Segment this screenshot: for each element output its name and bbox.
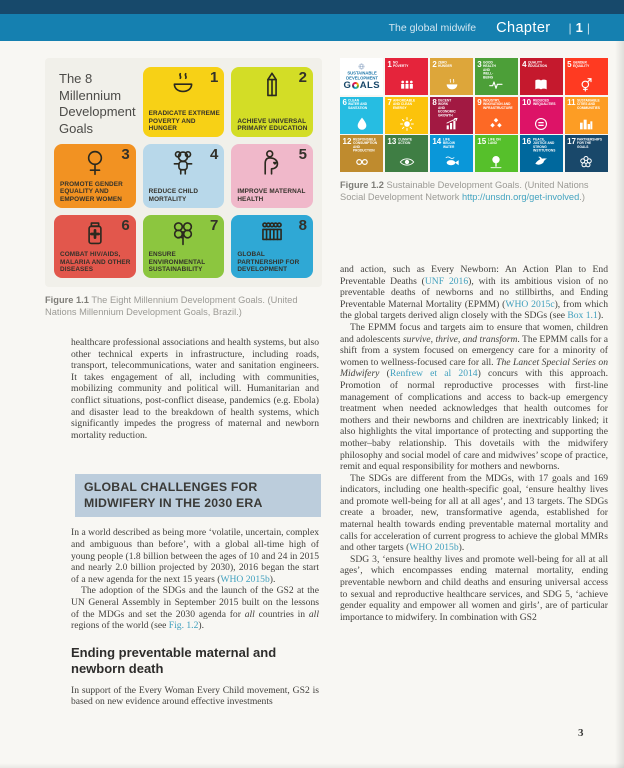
sdg-goal-number: 15 xyxy=(477,136,487,146)
mdg-goal-number: 3 xyxy=(121,146,130,163)
chapter-header-bar xyxy=(0,14,624,41)
mdg-goal-label: IMPROVE MATERNAL HEALTH xyxy=(237,188,306,203)
text-run: ). xyxy=(458,542,465,554)
italic-text: all xyxy=(244,608,255,620)
sdg-goal-number: 3 xyxy=(477,59,482,69)
mdg-goal-tile xyxy=(231,67,313,137)
mdg-goal-number: 5 xyxy=(298,146,307,163)
text-run: countries in xyxy=(254,608,309,620)
sdg-goal-label: PARTNERSHIPS FOR THE GOALS xyxy=(577,137,603,149)
mdg-goal-number: 6 xyxy=(121,216,130,234)
subsection-heading: Ending preventable maternal and newborn death xyxy=(71,644,277,676)
section-heading-box: GLOBAL CHALLENGES FOR MIDWIFERY IN THE 2030 ERA xyxy=(75,474,321,517)
top-dark-bar xyxy=(0,0,624,14)
text-run: The adoption of the SDGs and the launch of the GS2 at the UN General Assembly in September 2015 built on the lessons of the MDGs and set the 2030 agenda for xyxy=(71,585,319,620)
page-edge-shadow xyxy=(615,41,624,768)
text-run: . The EPMM calls for a shift from a system focused on emergency care for a minority of women to wellness-focused care for all. xyxy=(340,333,608,368)
caption-text: .) xyxy=(579,192,585,202)
sdg-goal-number: 11 xyxy=(567,98,576,107)
sdg-goal-number: 12 xyxy=(342,136,352,146)
sdg-logo-tile xyxy=(340,58,383,95)
sdg-goal-tile xyxy=(385,97,428,134)
sdg-goal-number: 14 xyxy=(432,136,442,146)
sdg-goal-label: CLIMATE ACTION xyxy=(397,137,412,145)
mdg-goal-label: COMBAT HIV/AIDS, MALARIA AND OTHER DISEASES xyxy=(60,251,131,274)
text-run: ). xyxy=(269,573,276,585)
paragraph xyxy=(340,264,608,322)
paragraph xyxy=(340,473,608,554)
paragraph xyxy=(71,685,319,708)
text-run: ). xyxy=(198,620,204,632)
sdg-goal-label: QUALITY EDUCATION xyxy=(528,60,547,68)
mdg-goal-tile xyxy=(143,67,225,137)
text-run: SDG 3, ‘ensure healthy lives and promote well-being for all at all ages’, which encompasses ending maternal mortality, ending preventable newborn and child deaths and ensuring universal access to sexual and reproductive healthcare services, and SDG 5, ‘achieve gender equality and empower all women and girls’, are of particular importance to midwifery. In combination with GS2 xyxy=(340,553,608,623)
text-run: The SDGs are different from the MDGs, with 17 goals and 169 indicators, including one health-specific goal, ‘ensure healthy lives and promote well-being for all at all ages’, and 13 targets. The SDGs create a broader, new, transformative agenda, established for maternal health towards ending preventable maternal mortality and calls for acceleration of current progress to achieve the global MMRs and other targets ( xyxy=(340,472,608,554)
left-column xyxy=(45,58,322,708)
sdg-goal-number: 13 xyxy=(387,136,397,146)
sdg-goal-tile xyxy=(475,58,518,95)
sdg-goal-tile xyxy=(520,97,563,134)
sdg-logo-text: SUSTAINABLE DEVELOPMENT xyxy=(345,70,378,81)
mdg-goal-number: 7 xyxy=(209,216,219,234)
text-run: In a world described as being more ‘volatile, uncertain, complex and ambiguous than before’, with a global all-time high of young people (1.8 billion between the ages of 10 and 24 in 2015 and nearly 2.0 billion projected by 2030), 2016 began the start of a new agenda for the next 15 years ( xyxy=(71,527,319,585)
paragraph xyxy=(340,322,608,473)
rainbow-o-icon xyxy=(352,82,360,90)
sdg-goal-tile xyxy=(475,135,518,172)
mdg-goal-label: GLOBAL PARTNERSHIP FOR DEVELOPMENT xyxy=(237,251,300,274)
text-run: healthcare professional associations and health systems, but also other technical experts in infrastructure, including roads, transport, telecommunications, water and sanitation engineers. It takes engagement of all, including with communities, mobilizing community and political will. Humanitarian and conflict situations, post-conflict disease, pandemics (e.g. Ebola) and disaster lead to the breakdown of health systems, which significantly impedes the progress of maternal and newborn mortality reduction. xyxy=(71,337,319,441)
caption-text: Sustainable Development Goals. (United Nations Social Development Network xyxy=(340,180,589,202)
sdg-goal-label: DECENT WORK AND ECONOMIC GROWTH xyxy=(438,99,456,118)
page-bottom-shadow xyxy=(0,763,624,768)
sdg-goal-number: 1 xyxy=(387,59,392,69)
sdg-goal-tile xyxy=(340,135,383,172)
sdg-goal-number: 16 xyxy=(522,136,532,146)
sdg-goal-tile xyxy=(340,97,383,134)
reference-link[interactable]: WHO 2015c xyxy=(505,298,555,310)
sdg-goal-tile xyxy=(565,97,608,134)
mdg-goal-number: 8 xyxy=(298,216,307,234)
reference-link[interactable]: UNF 2016 xyxy=(424,275,469,287)
sdg-goal-tile xyxy=(430,135,473,172)
sdg-goal-tile xyxy=(385,135,428,172)
reference-link[interactable]: WHO 2015b xyxy=(220,573,270,585)
sdg-goal-label: CLEAN WATER AND SANITATION xyxy=(348,99,368,111)
italic-text: survive, thrive, and transform xyxy=(402,333,518,345)
sdg-goal-head xyxy=(565,58,608,75)
sdg-goal-tile xyxy=(520,58,563,95)
sdg-goal-label: SUSTAINABLE CITIES AND COMMUNITIES xyxy=(577,99,600,111)
sdg-goal-number: 4 xyxy=(522,59,527,69)
chapter-label: Chapter xyxy=(496,19,551,36)
mdg-panel-title: The 8 Millennium Development Goals xyxy=(59,71,136,136)
caption-url-link[interactable]: http://unsdn.org/get-involved xyxy=(461,192,580,202)
sdg-goal-tile xyxy=(430,58,473,95)
reference-link[interactable]: Box 1.1 xyxy=(567,310,598,322)
sdg-goal-label: LIFE ON LAND xyxy=(487,137,501,145)
text-run: ), from which the global targets derived align closely with the SDGs (see xyxy=(340,298,608,322)
sdg-goal-label: ZERO HUNGER xyxy=(438,60,453,68)
sdg-goal-number: 7 xyxy=(387,98,392,107)
mdg-goal-label: REDUCE CHILD MORTALITY xyxy=(148,188,199,203)
caption-text: The Eight Millennium Development Goals. (United Nations Millennium Development Goals, Brazil.) xyxy=(45,295,298,317)
paragraph xyxy=(71,527,319,585)
sdg-goal-tile xyxy=(565,135,608,172)
figure-label: Figure 1.2 xyxy=(340,180,384,190)
sdg-goal-head xyxy=(385,58,428,75)
sdg-goal-head xyxy=(385,135,428,152)
italic-text: all xyxy=(308,608,319,620)
sdg-goal-number: 17 xyxy=(567,136,576,146)
figure-1-1-caption xyxy=(45,294,322,318)
mdg-goal-label: PROMOTE GENDER EQUALITY AND EMPOWER WOMEN xyxy=(60,180,123,203)
sdg-goal-label: GENDER EQUALITY xyxy=(573,60,590,68)
sdg-goal-label: GOOD HEALTH AND WELL-BEING xyxy=(483,60,497,79)
figure-1-2-sdg-grid xyxy=(340,58,608,172)
sdg-goal-number: 6 xyxy=(342,98,347,107)
sdg-goal-head xyxy=(520,58,563,75)
sdg-goal-label: LIFE BELOW WATER xyxy=(442,137,455,149)
text-run: The EPMM focus and targets aim to ensure that women, children and adolescents xyxy=(340,321,608,345)
text-run: ), with its ambitious vision of no preventable deaths of newborns and no stillbirths, and Ending Preventable Maternal Mortality (EPMM) ( xyxy=(340,275,608,310)
sdg-goal-tile xyxy=(430,97,473,134)
figure-1-1-mdg-panel xyxy=(45,58,322,287)
sdg-goal-label: NO POVERTY xyxy=(393,60,409,68)
sdg-goal-tile xyxy=(520,135,563,172)
sdg-goal-label: RESPONSIBLE CONSUMPTION AND PRODUCTION xyxy=(352,137,378,153)
text-run: In support of the Every Woman Every Child movement, GS2 is based on new evidence around effective investments xyxy=(71,684,319,708)
text-run: and action, such as Every Newborn: An Action Plan to End Preventable Deaths ( xyxy=(340,264,608,287)
divider: | xyxy=(586,20,590,35)
running-title: The global midwife xyxy=(388,21,477,34)
sdg-goal-number: 8 xyxy=(432,98,437,107)
paragraph xyxy=(340,554,608,624)
chapter-number xyxy=(565,20,594,35)
sdg-goal-label: AFFORDABLE AND CLEAN ENERGY xyxy=(393,99,416,111)
mdg-goal-label: ACHIEVE UNIVERSAL PRIMARY EDUCATION xyxy=(237,117,308,133)
mdg-goal-tile xyxy=(143,144,225,208)
text-run: ). xyxy=(597,310,604,322)
sdg-goal-tile xyxy=(565,58,608,95)
mdg-goal-number: 4 xyxy=(209,146,219,163)
reference-link[interactable]: Fig. 1.2 xyxy=(168,620,199,632)
sdg-goal-head xyxy=(430,58,473,75)
sdg-logo-goals: G ALS xyxy=(343,80,380,91)
mdg-goal-label: ENSURE ENVIRONMENTAL SUSTAINABILITY xyxy=(148,251,206,274)
sdg-goal-head xyxy=(475,135,518,152)
italic-text: The Lancet Special Series on Midwifery xyxy=(340,356,609,380)
mdg-goal-number: 1 xyxy=(209,69,219,86)
sdg-goal-tile xyxy=(475,97,518,134)
reference-link[interactable]: Renfrew et al 2014 xyxy=(389,368,478,380)
reference-link[interactable]: WHO 2015b xyxy=(409,542,459,554)
text-run: regions of the world (see xyxy=(71,620,169,632)
mdg-goal-tile xyxy=(231,215,313,279)
mdg-goal-tile xyxy=(54,144,136,208)
sdg-goal-number: 9 xyxy=(477,98,482,107)
paragraph xyxy=(71,585,319,631)
chapter-number-value: 1 xyxy=(575,20,583,35)
mdg-goal-tile xyxy=(231,144,313,208)
mdg-goal-tile xyxy=(143,215,225,279)
paragraph xyxy=(71,337,319,441)
page-number: 3 xyxy=(578,727,584,739)
mdg-goal-tile xyxy=(54,215,136,279)
sdg-goal-head xyxy=(520,97,563,114)
mdg-goal-label: ERADICATE EXTREME POVERTY AND HUNGER xyxy=(148,110,220,133)
figure-label: Figure 1.1 xyxy=(45,295,89,305)
sdg-goal-number: 2 xyxy=(432,59,437,69)
sdg-goal-number: 10 xyxy=(522,98,532,107)
sdg-goal-label: INDUSTRY, INNOVATION AND INFRASTRUCTURE xyxy=(483,99,513,111)
text-run: ) concurs with this approach. Promotion of normal reproductive processes with first-line management of complications and access to back-up emergency treatment when needed acknowledges that health outcomes for mothers and their newborns and children are inextricably linked; it also highlights the vital importance of protecting and supporting the mother–baby relationship. This dovetails with the midwifery philosophy and social model of care and midwives’ scope of practice, remit and equal responsibility for mothers and newborns. xyxy=(340,368,608,473)
mdg-goal-number: 2 xyxy=(298,69,307,86)
sdg-goal-tile xyxy=(385,58,428,95)
divider: | xyxy=(568,20,572,35)
sdg-goal-label: REDUCED INEQUALITIES xyxy=(532,99,556,107)
right-column xyxy=(340,58,608,623)
figure-1-2-caption xyxy=(340,179,608,203)
text-run: ( xyxy=(379,368,390,380)
sdg-goal-label: PEACE, JUSTICE AND STRONG INSTITUTIONS xyxy=(532,137,555,153)
sdg-goal-number: 5 xyxy=(567,59,572,69)
